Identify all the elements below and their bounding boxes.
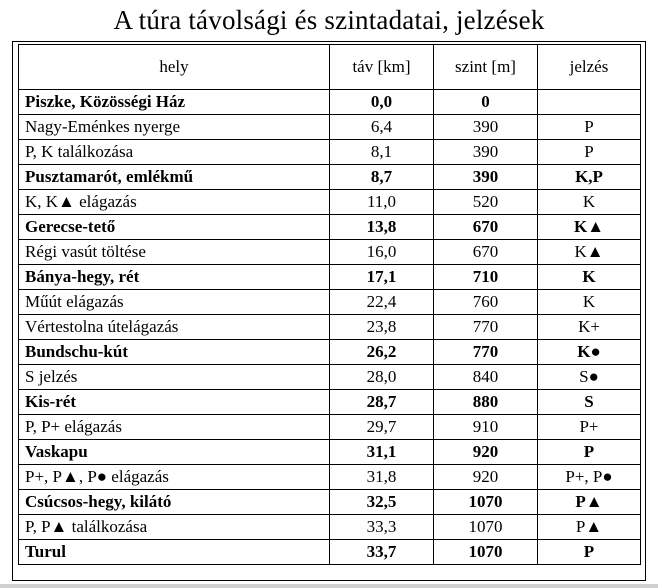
cell-distance: 16,0	[330, 240, 434, 265]
header-distance: táv [km]	[330, 45, 434, 90]
cell-marking: K▲	[538, 240, 641, 265]
cell-elevation: 1070	[434, 515, 538, 540]
cell-place: Bundschu-kút	[19, 340, 330, 365]
cell-elevation: 760	[434, 290, 538, 315]
table-row	[19, 415, 641, 440]
cell-elevation: 0	[434, 90, 538, 115]
cell-distance: 33,3	[330, 515, 434, 540]
cell-place: Vértestolna útelágazás	[19, 315, 330, 340]
cell-distance: 13,8	[330, 215, 434, 240]
cell-marking: K	[538, 290, 641, 315]
cell-place: S jelzés	[19, 365, 330, 390]
cell-marking: P▲	[538, 490, 641, 515]
cell-elevation: 770	[434, 315, 538, 340]
cell-distance: 22,4	[330, 290, 434, 315]
cell-distance: 31,8	[330, 465, 434, 490]
cell-distance: 8,7	[330, 165, 434, 190]
cell-elevation: 390	[434, 115, 538, 140]
cell-marking: P+	[538, 415, 641, 440]
table-row	[19, 140, 641, 165]
table-row	[19, 465, 641, 490]
header-place: hely	[19, 45, 330, 90]
cell-distance: 8,1	[330, 140, 434, 165]
cell-elevation: 880	[434, 390, 538, 415]
cell-marking: K,P	[538, 165, 641, 190]
table-header-row	[19, 45, 641, 90]
table-row	[19, 315, 641, 340]
cell-distance: 17,1	[330, 265, 434, 290]
cell-place: P+, P▲, P● elágazás	[19, 465, 330, 490]
cell-marking: K+	[538, 315, 641, 340]
cell-place: Vaskapu	[19, 440, 330, 465]
cell-distance: 0,0	[330, 90, 434, 115]
table-row	[19, 390, 641, 415]
header-marking: jelzés	[538, 45, 641, 90]
cell-elevation: 670	[434, 240, 538, 265]
cell-place: Piszke, Közösségi Ház	[19, 90, 330, 115]
table-row	[19, 540, 641, 565]
table-row	[19, 215, 641, 240]
cell-elevation: 520	[434, 190, 538, 215]
cell-marking: K	[538, 265, 641, 290]
cell-place: Gerecse-tető	[19, 215, 330, 240]
cell-place: Műút elágazás	[19, 290, 330, 315]
cell-marking	[538, 90, 641, 115]
cell-marking: S	[538, 390, 641, 415]
cell-elevation: 840	[434, 365, 538, 390]
cell-elevation: 390	[434, 165, 538, 190]
cell-place: Régi vasút töltése	[19, 240, 330, 265]
cell-elevation: 390	[434, 140, 538, 165]
cell-distance: 31,1	[330, 440, 434, 465]
table-row	[19, 440, 641, 465]
cell-marking: P▲	[538, 515, 641, 540]
cell-marking: P	[538, 540, 641, 565]
cell-place: P, P+ elágazás	[19, 415, 330, 440]
table-row	[19, 365, 641, 390]
cell-marking: K●	[538, 340, 641, 365]
cell-place: Turul	[19, 540, 330, 565]
cell-marking: P	[538, 115, 641, 140]
cell-distance: 6,4	[330, 115, 434, 140]
cell-elevation: 670	[434, 215, 538, 240]
table-row	[19, 190, 641, 215]
cell-distance: 28,7	[330, 390, 434, 415]
cell-distance: 32,5	[330, 490, 434, 515]
table-row	[19, 265, 641, 290]
cell-place: Pusztamarót, emlékmű	[19, 165, 330, 190]
table-row	[19, 240, 641, 265]
cell-marking: K▲	[538, 215, 641, 240]
table-row	[19, 90, 641, 115]
table-row	[19, 490, 641, 515]
cell-marking: K	[538, 190, 641, 215]
cell-elevation: 1070	[434, 540, 538, 565]
cell-place: K, K▲ elágazás	[19, 190, 330, 215]
cell-distance: 29,7	[330, 415, 434, 440]
table-row	[19, 340, 641, 365]
cell-distance: 28,0	[330, 365, 434, 390]
cell-distance: 11,0	[330, 190, 434, 215]
route-table	[18, 44, 641, 565]
bottom-shadow	[0, 584, 658, 588]
table-row	[19, 515, 641, 540]
page-title: A túra távolsági és szintadatai, jelzések	[113, 5, 545, 35]
header-elevation: szint [m]	[434, 45, 538, 90]
cell-elevation: 710	[434, 265, 538, 290]
cell-marking: P	[538, 140, 641, 165]
cell-marking: P	[538, 440, 641, 465]
cell-elevation: 770	[434, 340, 538, 365]
cell-place: Kis-rét	[19, 390, 330, 415]
cell-place: Csúcsos-hegy, kilátó	[19, 490, 330, 515]
cell-place: P, K találkozása	[19, 140, 330, 165]
cell-distance: 26,2	[330, 340, 434, 365]
cell-elevation: 920	[434, 465, 538, 490]
table-row	[19, 290, 641, 315]
cell-marking: P+, P●	[538, 465, 641, 490]
cell-distance: 23,8	[330, 315, 434, 340]
table-row	[19, 115, 641, 140]
cell-elevation: 1070	[434, 490, 538, 515]
cell-place: Bánya-hegy, rét	[19, 265, 330, 290]
cell-marking: S●	[538, 365, 641, 390]
cell-elevation: 920	[434, 440, 538, 465]
cell-elevation: 910	[434, 415, 538, 440]
cell-place: Nagy-Eménkes nyerge	[19, 115, 330, 140]
cell-distance: 33,7	[330, 540, 434, 565]
cell-place: P, P▲ találkozása	[19, 515, 330, 540]
table-row	[19, 165, 641, 190]
